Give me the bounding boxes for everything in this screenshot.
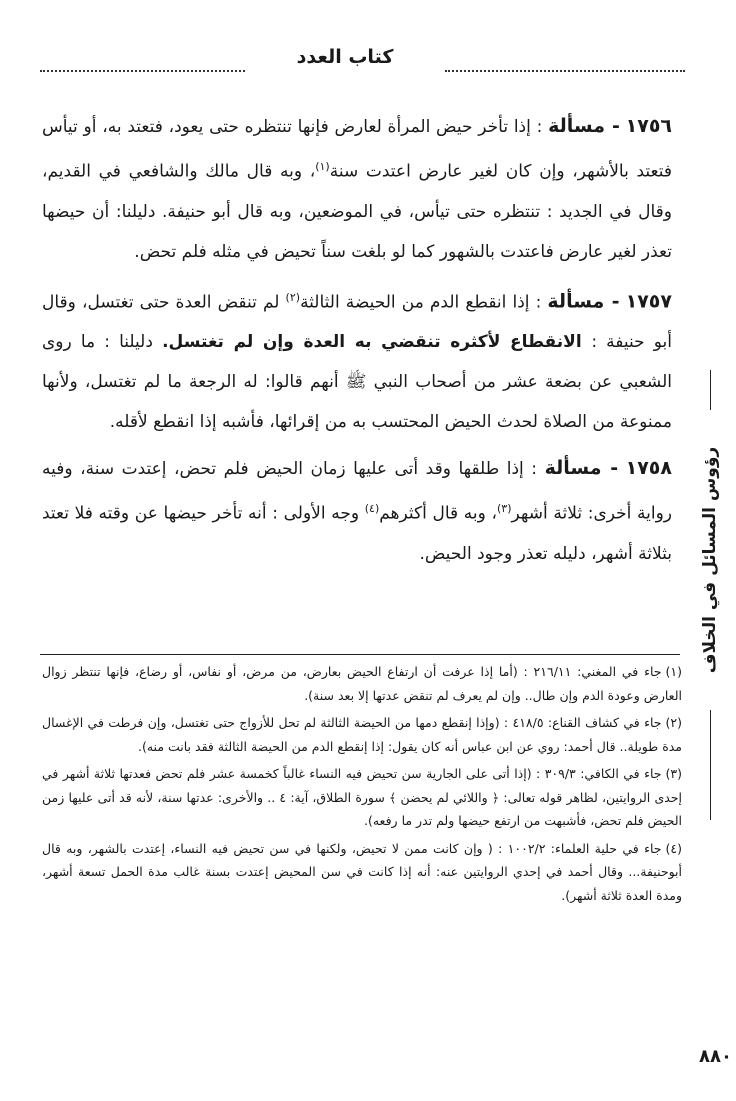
masala-label: - مسألة — [544, 457, 619, 480]
masala-text: : إذا تأخر حيض المرأة لعارض فإنها تنتظره حتى يعود، فتعتد به، أو تيأس فتعتد بالأشهر، وإن كان لغير عارض اعتدت سنة — [42, 117, 673, 182]
footnote-ref: (٢) — [285, 290, 301, 304]
chapter-title: كتاب العدد — [296, 46, 394, 68]
footnote-3 — [42, 762, 682, 833]
footnote-text: جاء في كشاف القناع: ٤١٨/٥ : (وإذا إنقطع دمها من الحيضة الثالثة لم تحل للأزواج حتى تغتسل، وإن فرطت في الإغسال مدة طويلة.. قال أحمد: روي عن ابن عباس أنه كان يقول: إذا إنقطع الدم من الحيضة الثالثة فقد بانت منه). — [42, 715, 682, 754]
footnote-2 — [42, 711, 682, 758]
header-rule-left — [40, 70, 245, 72]
footnote-separator — [40, 654, 680, 655]
header-rule-right — [445, 70, 685, 72]
masala-text: لم تنقض العدة حتى تغتسل، وقال أبو حنيفة : — [42, 292, 673, 353]
footnote-ref: (٣) — [497, 502, 512, 516]
masala-text: وجه الأولى : أنه تأخر حيضها عن وقته فلا تعتد بثلاثة أشهر، دليله تعذر وجود الحيض. — [42, 503, 672, 564]
page-number: ٨٨٠ — [699, 1046, 732, 1067]
main-text — [42, 106, 672, 580]
footnote-1 — [42, 660, 682, 707]
masala-text: دليلنا : ما روى الشعبي عن بضعة عشر من أصحاب النبي ﷺ أنهم قالوا: له الرجعة ما لم تغتسل، ولأنها ممنوعة من الصلاة لحدث الحيض المحتسب به من إقرائها، فأشبه إذا انقطع لأقله. — [42, 332, 672, 433]
masala-1757 — [42, 278, 672, 443]
footnote-text: جاء في حلية العلماء: ١٠٠٢/٢ : ( وإن كانت ممن لا تحيض، ولكنها في سن تحيض فيه النساء، إعتدت بالشهر، وبه قال أبوحنيفة... وقال أحمد في إحدي الروايتين عنه: أنه إذا كانت في سن المحيض إعتدت بسنة غالب مدة الحمل تسعة أشهر، ومدة العدة ثلاثة أشهر). — [42, 840, 682, 903]
footnote-ref: (١) — [315, 160, 330, 173]
footnote-ref: (٤) — [364, 502, 380, 516]
footnote-number: (٤) — [665, 840, 682, 856]
footnote-4 — [42, 837, 682, 908]
masala-text: ، وبه قال أكثرهم — [379, 503, 497, 524]
running-title-sidebar — [690, 410, 730, 710]
footnote-number: (١) — [665, 664, 682, 679]
masala-number: ١٧٥٨ — [625, 457, 672, 480]
masala-1756 — [42, 106, 672, 272]
running-title: رؤوس المسائل في الخلاف — [700, 446, 720, 674]
sidebar-line-top — [710, 370, 711, 410]
footnote-number: (٣) — [665, 766, 683, 781]
masala-text: : إذا انقطع الدم من الحيضة الثالثة — [300, 292, 542, 313]
masala-text: ، وبه قال مالك والشافعي في القديم، وقال في الجديد : تنتظره حتى تيأس، في الموضعين، وبه قال أبو حنيفة. دليلنا: أن حيضها تعذر لغير عارض فاعتدت بالشهور كما لو بلغت سناً تحيض في مثله فلم تحض. — [42, 161, 672, 262]
masala-label: - مسألة — [547, 290, 620, 313]
masala-label: - مسألة — [548, 115, 620, 137]
masala-1758 — [42, 448, 672, 574]
masala-text: : إذا طلقها وقد أتى عليها زمان الحيض فلم تحض، إعتدت سنة، وفيه رواية أخرى: ثلاثة أشهر — [42, 459, 672, 524]
sidebar-line-bottom — [710, 710, 711, 820]
masala-number: ١٧٥٦ — [625, 115, 673, 137]
footnotes — [42, 660, 682, 911]
footnote-text: جاء في المغني: ٢١٦/١١ : (أما إذا عرفت أن ارتفاع الحيض بعارض، من مرض، أو نفاس، أو رضاع، فإنها تنتظر زوال العارض وعودة الدم وإن طال.. وإن لم يعرف لم تنقض عدتها إلا بعد سنة). — [42, 664, 682, 703]
masala-bold-text: الانقطاع لأكثره تنقضي به العدة وإن لم تغتسل. — [162, 332, 592, 353]
footnote-text: جاء في الكافي: ٣٠٩/٣ : (إذا أتى على الجارية سن تحيض فيه النساء غالباً كخمسة عشر فلم تحض فعدتها ثلاثة أشهر في إحدى الروايتين، لظاهر قوله تعالى: ﴿ واللائي لم يحضن ﴾ سورة الطلاق، آية: ٤ .. والأخرى: عدتها سنة، لأنه قد أتى عليها زمن الحيض فلم تحض، فأشبهت من ارتفع حيضها ولم تدر ما رفعه). — [42, 766, 683, 828]
footnote-number: (٢) — [665, 715, 682, 730]
masala-number: ١٧٥٧ — [625, 290, 672, 313]
